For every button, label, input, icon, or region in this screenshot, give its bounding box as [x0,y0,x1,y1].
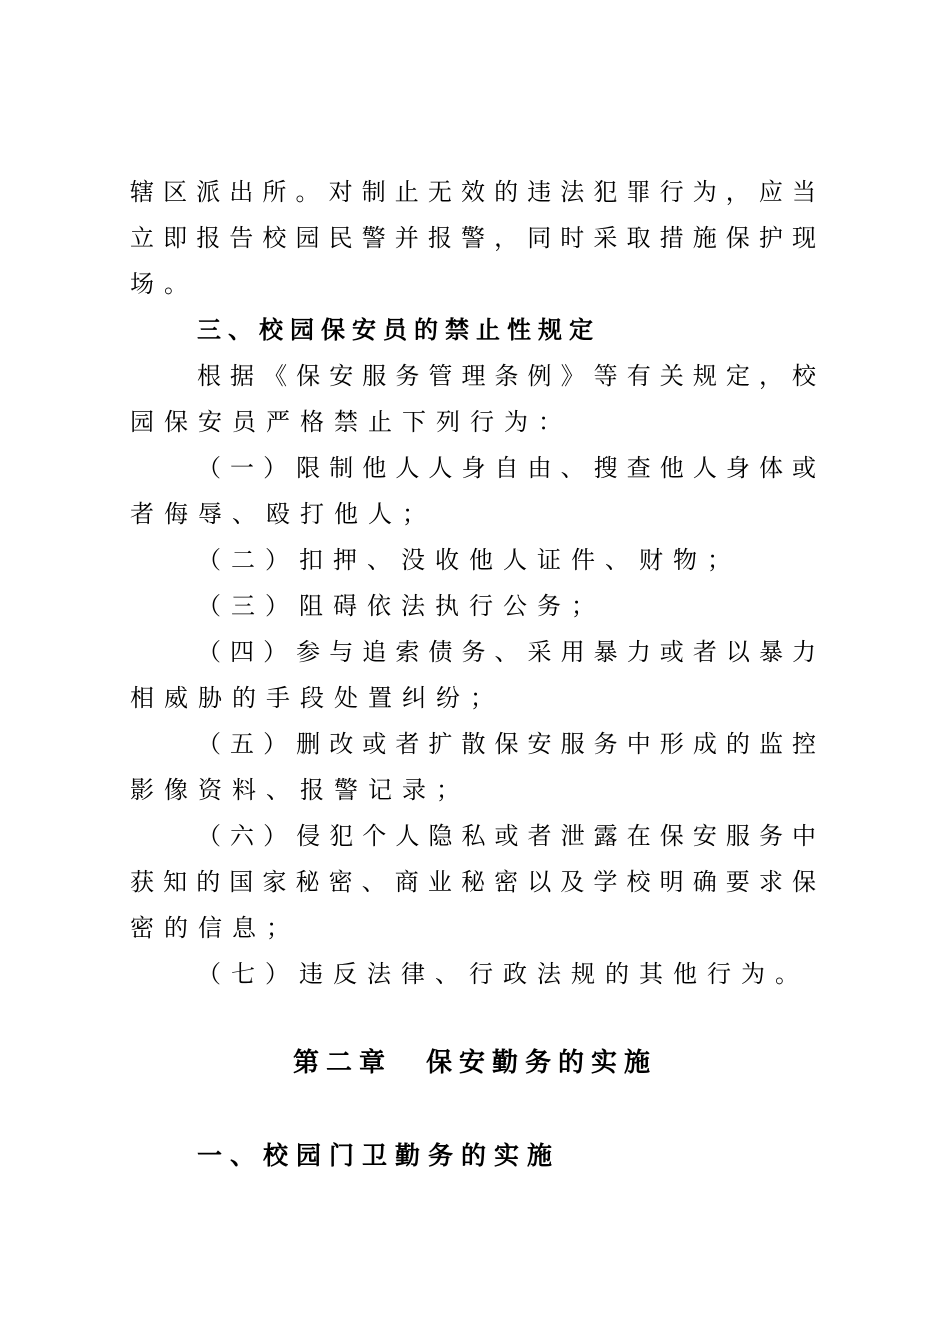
chapter-number: 第二章 [292,1048,392,1078]
paragraph-line: 辖区派出所。对制止无效的违法犯罪行为，应当 [130,178,816,206]
list-item-3: （三）阻碍依法执行公务； [197,592,605,620]
list-item-7: （七）违反法律、行政法规的其他行为。 [197,960,809,988]
list-item-2: （二）扣押、没收他人证件、财物； [197,546,741,574]
paragraph-line: 园保安员严格禁止下列行为： [130,408,572,436]
list-item-6-cont: 获知的国家秘密、商业秘密以及学校明确要求保 [130,868,816,896]
list-item-1-cont: 者侮辱、殴打他人； [130,500,436,528]
list-item-4-cont: 相威胁的手段处置纠纷； [130,684,504,712]
list-item-6-cont2: 密的信息； [130,914,300,942]
chapter-heading [0,1043,950,1083]
list-item-5: （五）删改或者扩散保安服务中形成的监控 [197,730,816,758]
paragraph-line: 场。 [130,270,198,298]
section-heading-gate-duty: 一、校园门卫勤务的实施 [197,1141,561,1170]
list-item-1: （一）限制他人人身自由、搜查他人身体或 [197,454,816,482]
section-heading-prohibitions: 三、校园保安员的禁止性规定 [197,316,600,344]
list-item-4: （四）参与追索债务、采用暴力或者以暴力 [197,638,816,666]
list-item-6: （六）侵犯个人隐私或者泄露在保安服务中 [197,822,816,850]
list-item-5-cont: 影像资料、报警记录； [130,776,470,804]
chapter-title: 保安勤务的实施 [426,1048,658,1078]
paragraph-line: 立即报告校园民警并报警，同时采取措施保护现 [130,224,816,252]
paragraph-line: 根据《保安服务管理条例》等有关规定，校 [197,362,816,390]
